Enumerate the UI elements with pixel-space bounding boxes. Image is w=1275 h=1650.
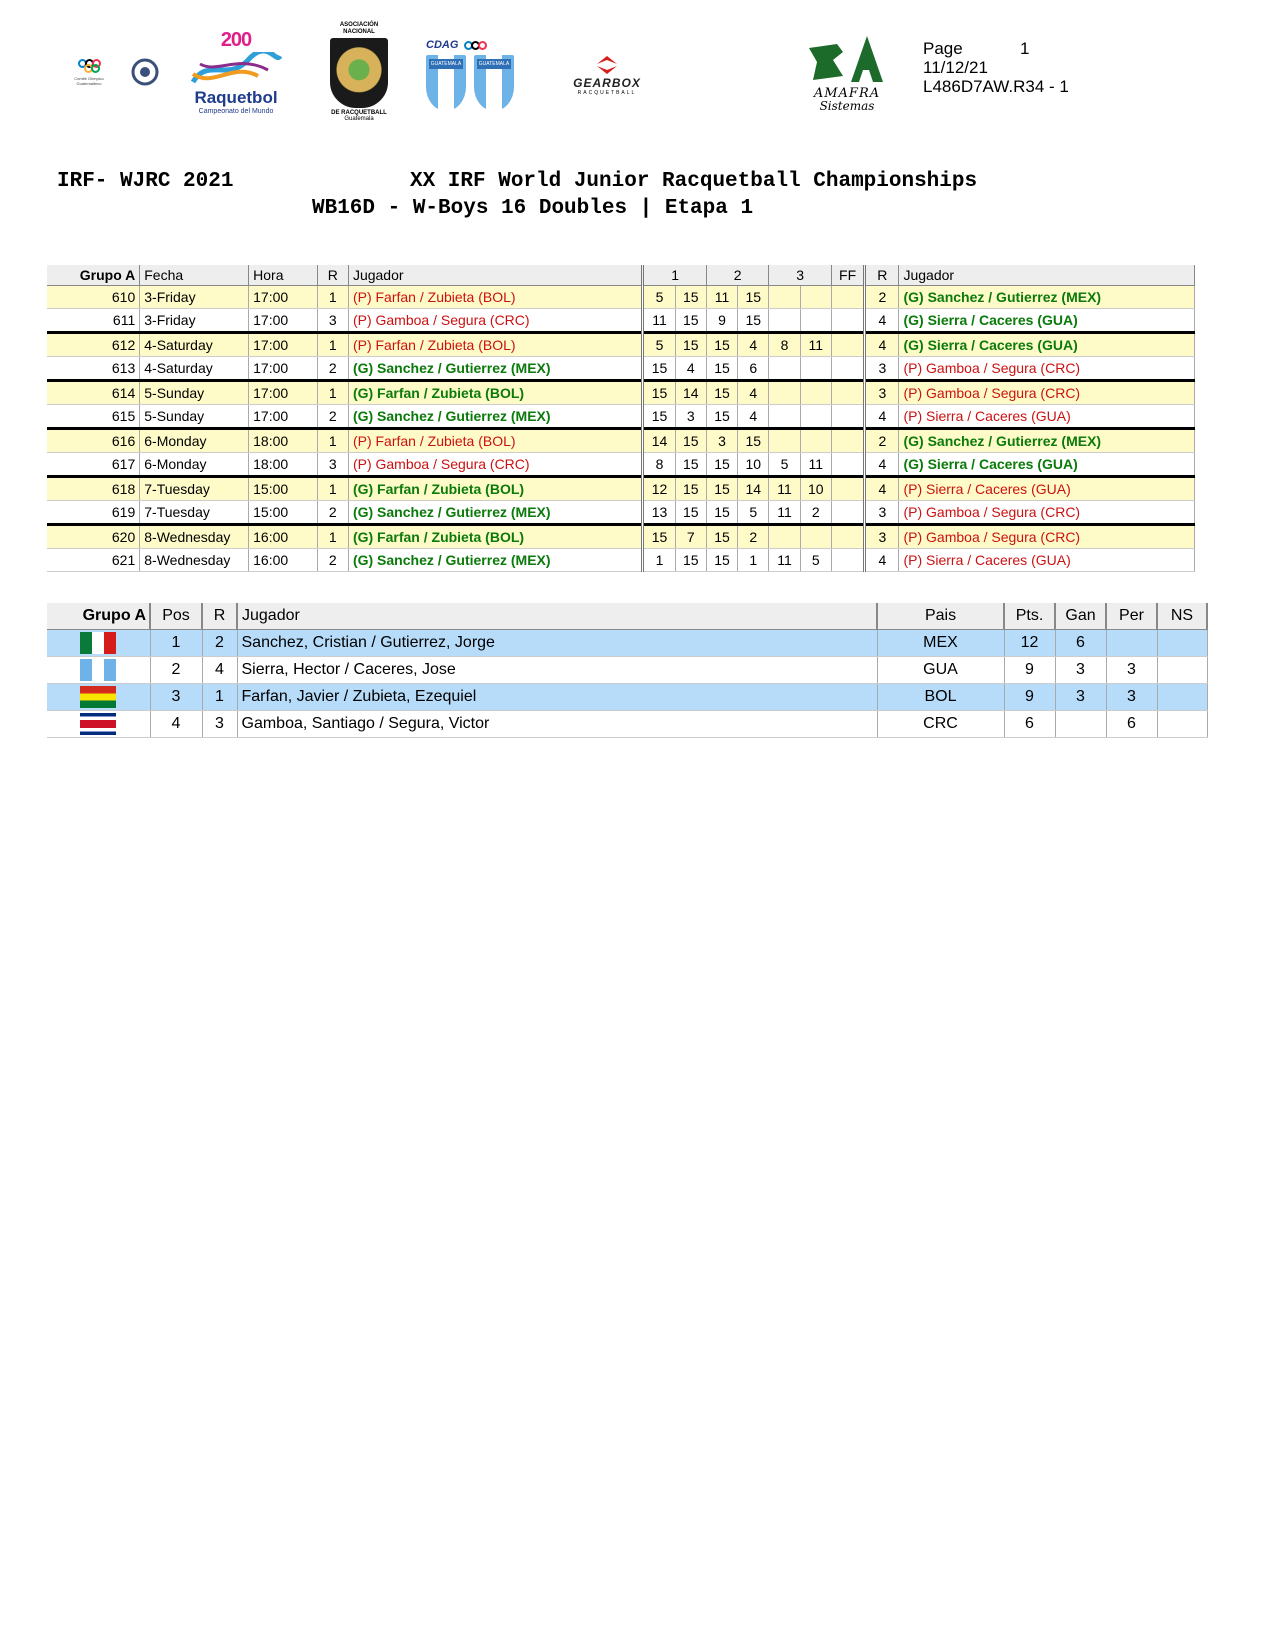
match-player-2: (P) Sierra / Caceres (GUA) — [899, 549, 1195, 572]
score-s2-b: 15 — [738, 286, 769, 309]
score-s1-b: 3 — [675, 405, 706, 429]
match-rank-1: 2 — [317, 549, 348, 572]
match-rank-2: 2 — [865, 429, 899, 453]
score-s2-a: 15 — [706, 453, 737, 477]
score-s3-b: 11 — [800, 453, 831, 477]
match-id: 612 — [47, 333, 140, 357]
col-set-2: 2 — [706, 265, 769, 286]
match-id: 618 — [47, 477, 140, 501]
match-player-2: (G) Sierra / Caceres (GUA) — [899, 309, 1195, 333]
standing-ns — [1157, 684, 1207, 711]
team-flag-cell — [47, 684, 150, 711]
standing-won — [1055, 711, 1106, 738]
match-rank-2: 3 — [865, 525, 899, 549]
match-id: 617 — [47, 453, 140, 477]
match-ff — [831, 309, 864, 333]
score-s1-a: 12 — [643, 477, 675, 501]
match-schedule-table — [47, 265, 1195, 572]
olympic-rings-icon-2 — [464, 41, 487, 50]
match-ff — [831, 357, 864, 381]
standing-country: CRC — [877, 711, 1004, 738]
match-id: 621 — [47, 549, 140, 572]
match-player-2: (P) Gamboa / Segura (CRC) — [899, 381, 1195, 405]
match-rank-2: 4 — [865, 549, 899, 572]
gearbox-icon — [593, 54, 621, 76]
score-s1-b: 7 — [675, 525, 706, 549]
match-row — [47, 309, 1195, 333]
standing-points: 12 — [1004, 630, 1055, 657]
group-standings-table — [47, 603, 1208, 738]
score-s2-a: 15 — [706, 381, 737, 405]
match-time: 17:00 — [249, 381, 318, 405]
match-rank-2: 4 — [865, 477, 899, 501]
match-player-1: (G) Farfan / Zubieta (BOL) — [348, 381, 642, 405]
score-s3-a — [769, 525, 800, 549]
match-ff — [831, 525, 864, 549]
score-s2-b: 15 — [738, 429, 769, 453]
match-rank-1: 2 — [317, 357, 348, 381]
match-ff — [831, 286, 864, 309]
match-time: 15:00 — [249, 501, 318, 525]
score-s2-b: 4 — [738, 405, 769, 429]
score-s2-a: 15 — [706, 405, 737, 429]
match-time: 15:00 — [249, 477, 318, 501]
match-time: 16:00 — [249, 525, 318, 549]
standing-ns — [1157, 711, 1207, 738]
raquetbol-200-logo: 200 Raquetbol Campeonato del Mundo — [186, 22, 286, 122]
match-date: 8-Wednesday — [140, 549, 249, 572]
report-code: L486D7AW.R34 - 1 — [923, 77, 1069, 96]
score-s3-b — [800, 525, 831, 549]
match-date: 5-Sunday — [140, 405, 249, 429]
match-rank-1: 2 — [317, 501, 348, 525]
score-s1-a: 1 — [643, 549, 675, 572]
tournament-code: IRF- WJRC 2021 — [57, 170, 234, 193]
match-player-2: (G) Sierra / Caceres (GUA) — [899, 333, 1195, 357]
page-label: Page — [923, 39, 963, 58]
match-player-2: (G) Sierra / Caceres (GUA) — [899, 453, 1195, 477]
score-s1-b: 15 — [675, 501, 706, 525]
amafra-logo: AMAFRA Sistemas — [804, 26, 890, 118]
match-player-1: (G) Sanchez / Gutierrez (MEX) — [348, 501, 642, 525]
match-date: 3-Friday — [140, 286, 249, 309]
match-rank-1: 1 — [317, 333, 348, 357]
score-s1-b: 15 — [675, 309, 706, 333]
costa-rica-flag-icon — [80, 713, 116, 735]
score-s3-a — [769, 309, 800, 333]
score-s1-a: 14 — [643, 429, 675, 453]
score-s3-b: 10 — [800, 477, 831, 501]
score-s1-a: 5 — [643, 333, 675, 357]
match-date: 7-Tuesday — [140, 501, 249, 525]
col-jugador2: Jugador — [899, 265, 1195, 286]
standing-points: 9 — [1004, 684, 1055, 711]
col-ff: FF — [831, 265, 864, 286]
score-s1-a: 15 — [643, 405, 675, 429]
guatemala-shield-icon: GUATEMALA — [426, 55, 466, 111]
col-pos: Pos — [150, 603, 202, 630]
match-rank-2: 2 — [865, 286, 899, 309]
col-gan: Gan — [1055, 603, 1106, 630]
score-s3-a — [769, 286, 800, 309]
page-number: 1 — [1020, 39, 1030, 58]
standing-rank: 1 — [202, 684, 237, 711]
event-subtitle: WB16D - W-Boys 16 Doubles | Etapa 1 — [312, 197, 754, 220]
match-player-1: (P) Farfan / Zubieta (BOL) — [348, 429, 642, 453]
match-id: 611 — [47, 309, 140, 333]
score-s3-b — [800, 357, 831, 381]
score-s2-b: 6 — [738, 357, 769, 381]
col-jugador: Jugador — [348, 265, 642, 286]
score-s2-b: 5 — [738, 501, 769, 525]
match-ff — [831, 501, 864, 525]
gearbox-logo: GEARBOX RACQUETBALL — [562, 52, 652, 98]
score-s2-a: 11 — [706, 286, 737, 309]
standing-country: GUA — [877, 657, 1004, 684]
standing-won: 6 — [1055, 630, 1106, 657]
col-pais: Pais — [877, 603, 1004, 630]
match-player-1: (P) Farfan / Zubieta (BOL) — [348, 333, 642, 357]
score-s1-b: 15 — [675, 453, 706, 477]
match-rank-1: 3 — [317, 453, 348, 477]
standing-lost — [1106, 630, 1157, 657]
match-time: 17:00 — [249, 405, 318, 429]
match-rank-2: 4 — [865, 453, 899, 477]
match-player-1: (G) Farfan / Zubieta (BOL) — [348, 477, 642, 501]
standing-pos: 4 — [150, 711, 202, 738]
match-rank-2: 3 — [865, 381, 899, 405]
score-s1-a: 13 — [643, 501, 675, 525]
match-player-1: (P) Gamboa / Segura (CRC) — [348, 309, 642, 333]
standing-rank: 3 — [202, 711, 237, 738]
score-s1-a: 11 — [643, 309, 675, 333]
score-s3-b — [800, 381, 831, 405]
standing-lost: 3 — [1106, 657, 1157, 684]
match-date: 8-Wednesday — [140, 525, 249, 549]
score-s1-a: 15 — [643, 525, 675, 549]
score-s2-b: 1 — [738, 549, 769, 572]
col-r: R — [202, 603, 237, 630]
guatemala-shield-icon-2: GUATEMALA — [474, 55, 514, 111]
bolivia-flag-icon — [80, 686, 116, 708]
score-s3-b: 2 — [800, 501, 831, 525]
score-s2-b: 10 — [738, 453, 769, 477]
col-ns: NS — [1157, 603, 1207, 630]
score-s1-b: 15 — [675, 429, 706, 453]
crest-icon — [130, 57, 160, 87]
score-s2-a: 3 — [706, 429, 737, 453]
match-ff — [831, 381, 864, 405]
match-id: 615 — [47, 405, 140, 429]
match-rank-1: 1 — [317, 525, 348, 549]
match-date: 4-Saturday — [140, 357, 249, 381]
match-row — [47, 405, 1195, 429]
match-player-1: (P) Farfan / Zubieta (BOL) — [348, 286, 642, 309]
match-player-2: (P) Sierra / Caceres (GUA) — [899, 477, 1195, 501]
match-date: 6-Monday — [140, 453, 249, 477]
match-player-1: (G) Sanchez / Gutierrez (MEX) — [348, 549, 642, 572]
match-player-1: (G) Farfan / Zubieta (BOL) — [348, 525, 642, 549]
col-set-1: 1 — [643, 265, 707, 286]
standings-row — [47, 630, 1207, 657]
standing-rank: 4 — [202, 657, 237, 684]
standing-ns — [1157, 630, 1207, 657]
col-grupo: Grupo A — [47, 603, 150, 630]
match-date: 7-Tuesday — [140, 477, 249, 501]
match-row — [47, 357, 1195, 381]
match-ff — [831, 405, 864, 429]
score-s3-a — [769, 381, 800, 405]
match-time: 16:00 — [249, 549, 318, 572]
match-ff — [831, 453, 864, 477]
score-s1-a: 15 — [643, 381, 675, 405]
score-s1-a: 15 — [643, 357, 675, 381]
match-player-2: (P) Sierra / Caceres (GUA) — [899, 405, 1195, 429]
score-s3-b: 5 — [800, 549, 831, 572]
col-r: R — [317, 265, 348, 286]
standing-team: Sanchez, Cristian / Gutierrez, Jorge — [237, 630, 877, 657]
match-time: 17:00 — [249, 309, 318, 333]
score-s3-a — [769, 429, 800, 453]
match-rank-2: 4 — [865, 405, 899, 429]
score-s3-a — [769, 405, 800, 429]
score-s3-a: 5 — [769, 453, 800, 477]
match-rank-1: 1 — [317, 477, 348, 501]
match-rank-2: 3 — [865, 501, 899, 525]
col-fecha: Fecha — [140, 265, 249, 286]
standing-points: 9 — [1004, 657, 1055, 684]
col-grupo: Grupo A — [47, 265, 140, 286]
match-rank-1: 1 — [317, 286, 348, 309]
match-rank-2: 3 — [865, 357, 899, 381]
score-s3-a: 11 — [769, 549, 800, 572]
col-pts: Pts. — [1004, 603, 1055, 630]
score-s2-b: 2 — [738, 525, 769, 549]
standing-lost: 3 — [1106, 684, 1157, 711]
standings-row — [47, 657, 1207, 684]
page-info — [923, 39, 1123, 96]
score-s3-a: 11 — [769, 477, 800, 501]
score-s2-a: 15 — [706, 549, 737, 572]
score-s1-b: 14 — [675, 381, 706, 405]
team-flag-cell — [47, 657, 150, 684]
score-s1-a: 8 — [643, 453, 675, 477]
score-s1-b: 15 — [675, 477, 706, 501]
standings-row — [47, 711, 1207, 738]
score-s1-a: 5 — [643, 286, 675, 309]
score-s1-b: 15 — [675, 549, 706, 572]
standing-team: Gamboa, Santiago / Segura, Victor — [237, 711, 877, 738]
match-rank-1: 1 — [317, 429, 348, 453]
match-rank-1: 1 — [317, 381, 348, 405]
match-rank-2: 4 — [865, 333, 899, 357]
match-id: 613 — [47, 357, 140, 381]
match-rank-1: 2 — [317, 405, 348, 429]
standing-country: MEX — [877, 630, 1004, 657]
match-id: 620 — [47, 525, 140, 549]
match-date: 6-Monday — [140, 429, 249, 453]
standing-won: 3 — [1055, 657, 1106, 684]
shield-icon — [330, 38, 388, 108]
match-ff — [831, 477, 864, 501]
asociacion-nacional-logo: ASOCIACIÓN NACIONAL DE RACQUETBALL Guatemala — [331, 22, 387, 122]
racquet-swirl-icon — [188, 52, 284, 88]
match-id: 619 — [47, 501, 140, 525]
score-s1-b: 15 — [675, 286, 706, 309]
match-time: 17:00 — [249, 357, 318, 381]
score-s2-a: 15 — [706, 501, 737, 525]
match-row — [47, 333, 1195, 357]
standing-rank: 2 — [202, 630, 237, 657]
match-row — [47, 549, 1195, 572]
score-s3-b — [800, 309, 831, 333]
match-time: 18:00 — [249, 429, 318, 453]
match-rank-2: 4 — [865, 309, 899, 333]
score-s2-a: 15 — [706, 357, 737, 381]
col-r2: R — [865, 265, 899, 286]
score-s3-b — [800, 429, 831, 453]
report-date: 11/12/21 — [923, 58, 988, 77]
col-per: Per — [1106, 603, 1157, 630]
tournament-title: XX IRF World Junior Racquetball Championships — [410, 170, 978, 193]
score-s3-b — [800, 405, 831, 429]
standing-lost: 6 — [1106, 711, 1157, 738]
match-table-header — [47, 265, 1195, 286]
score-s1-b: 4 — [675, 357, 706, 381]
match-row — [47, 453, 1195, 477]
match-player-2: (G) Sanchez / Gutierrez (MEX) — [899, 429, 1195, 453]
standing-team: Farfan, Javier / Zubieta, Ezequiel — [237, 684, 877, 711]
match-player-2: (G) Sanchez / Gutierrez (MEX) — [899, 286, 1195, 309]
score-s1-b: 15 — [675, 333, 706, 357]
mexico-flag-icon — [80, 632, 116, 654]
score-s2-b: 15 — [738, 309, 769, 333]
score-s3-a — [769, 357, 800, 381]
match-player-1: (G) Sanchez / Gutierrez (MEX) — [348, 357, 642, 381]
score-s2-a: 9 — [706, 309, 737, 333]
match-player-1: (G) Sanchez / Gutierrez (MEX) — [348, 405, 642, 429]
score-s2-a: 15 — [706, 477, 737, 501]
score-s3-b — [800, 286, 831, 309]
score-s3-a: 11 — [769, 501, 800, 525]
cog-logo: Comité Olímpico Guatemalteco — [64, 44, 114, 100]
match-rank-1: 3 — [317, 309, 348, 333]
match-id: 616 — [47, 429, 140, 453]
match-row — [47, 429, 1195, 453]
standing-pos: 2 — [150, 657, 202, 684]
match-id: 614 — [47, 381, 140, 405]
score-s2-a: 15 — [706, 333, 737, 357]
match-ff — [831, 429, 864, 453]
crest-logo — [124, 44, 166, 100]
score-s2-b: 14 — [738, 477, 769, 501]
score-s2-b: 4 — [738, 381, 769, 405]
col-hora: Hora — [249, 265, 318, 286]
standing-team: Sierra, Hector / Caceres, Jose — [237, 657, 877, 684]
score-s2-a: 15 — [706, 525, 737, 549]
match-row — [47, 525, 1195, 549]
standing-ns — [1157, 657, 1207, 684]
match-date: 3-Friday — [140, 309, 249, 333]
standing-country: BOL — [877, 684, 1004, 711]
standing-points: 6 — [1004, 711, 1055, 738]
match-date: 4-Saturday — [140, 333, 249, 357]
standing-won: 3 — [1055, 684, 1106, 711]
match-ff — [831, 549, 864, 572]
match-ff — [831, 333, 864, 357]
score-s2-b: 4 — [738, 333, 769, 357]
match-id: 610 — [47, 286, 140, 309]
match-player-2: (P) Gamboa / Segura (CRC) — [899, 501, 1195, 525]
amafra-mark-icon — [807, 32, 887, 86]
match-row — [47, 381, 1195, 405]
match-row — [47, 477, 1195, 501]
match-time: 17:00 — [249, 286, 318, 309]
standings-header — [47, 603, 1207, 630]
match-time: 18:00 — [249, 453, 318, 477]
col-set-3: 3 — [769, 265, 832, 286]
col-jugador: Jugador — [237, 603, 877, 630]
score-s3-b: 11 — [800, 333, 831, 357]
standings-row — [47, 684, 1207, 711]
standing-pos: 3 — [150, 684, 202, 711]
team-flag-cell — [47, 630, 150, 657]
guatemala-flag-icon — [80, 659, 116, 681]
match-row — [47, 286, 1195, 309]
match-date: 5-Sunday — [140, 381, 249, 405]
match-player-2: (P) Gamboa / Segura (CRC) — [899, 525, 1195, 549]
match-time: 17:00 — [249, 333, 318, 357]
match-player-1: (P) Gamboa / Segura (CRC) — [348, 453, 642, 477]
match-player-2: (P) Gamboa / Segura (CRC) — [899, 357, 1195, 381]
cdag-logo: CDAG GUATEMALA GUATEMALA — [426, 38, 544, 112]
standing-pos: 1 — [150, 630, 202, 657]
score-s3-a: 8 — [769, 333, 800, 357]
match-row — [47, 501, 1195, 525]
team-flag-cell — [47, 711, 150, 738]
